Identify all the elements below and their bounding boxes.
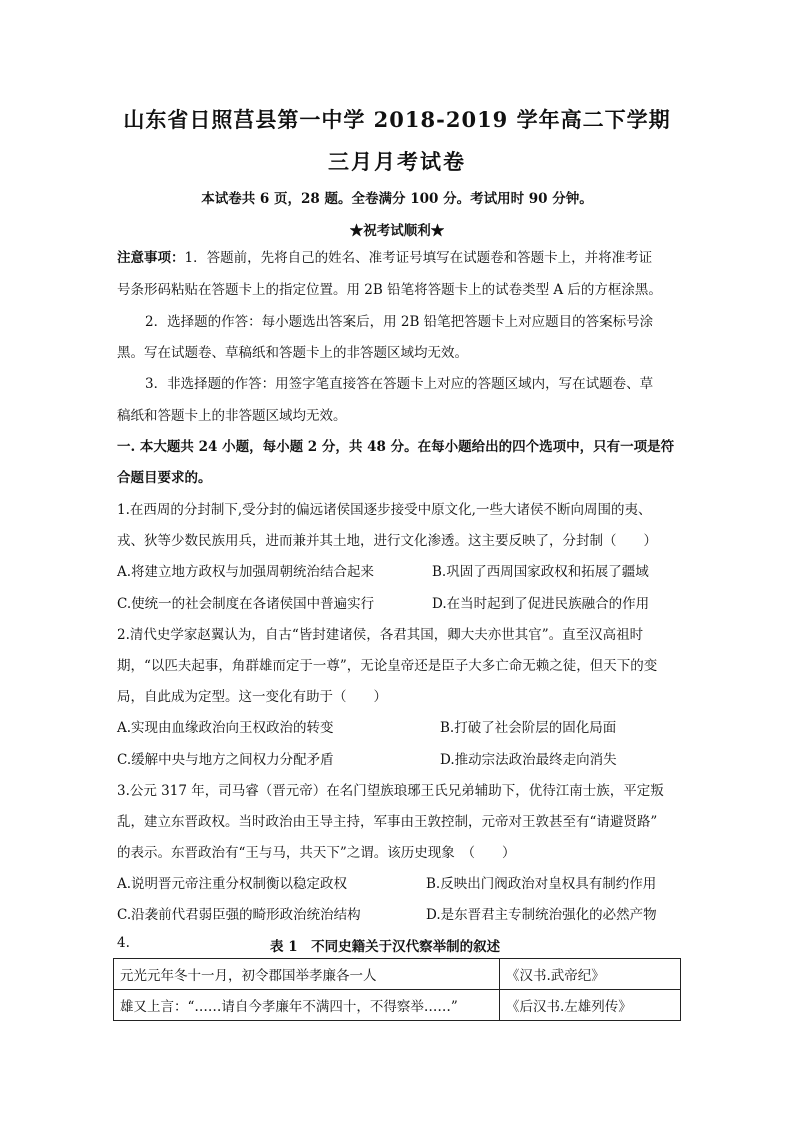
table-row (114, 990, 681, 1021)
q2-stem-line-c: 局，自此成为定型。这一变化有助于（ ） (117, 689, 387, 705)
table-row (114, 959, 681, 990)
table-cell-text: 雄又上言：“……请自今孝廉年不满四十，不得察举……” (114, 990, 500, 1021)
q1-option-b: B.巩固了西周国家政权和拓展了疆域 (432, 564, 649, 580)
q4-table (113, 958, 681, 1021)
note-2-line-b: 黑。写在试题卷、草稿纸和答题卡上的非答题区域均无效。 (117, 345, 468, 361)
note-1-line-b: 号条形码粘贴在答题卡上的指定位置。用 2B 铅笔将答题卡上的试卷类型 A 后的方框涂黑。 (117, 282, 662, 298)
notes-lead: 注意事项： (117, 250, 185, 266)
q1-stem-line-b: 戎、狄等少数民族用兵，进而兼并其土地，进行文化渗透。这主要反映了，分封制（ ） (117, 533, 657, 549)
good-luck-line: ★祝考试顺利★ (349, 223, 445, 239)
note-1-text: 1．答题前，先将自己的姓名、准考证号填写在试题卷和答题卡上，并将准考证 (184, 250, 653, 266)
exam-title-line2: 三月月考试卷 (328, 149, 466, 174)
q3-option-b: B.反映出门阀政治对皇权具有制约作用 (426, 876, 657, 892)
table-cell-source: 《汉书.武帝纪》 (500, 959, 681, 990)
q3-option-a: A.说明晋元帝注重分权制衡以稳定政权 (117, 876, 348, 892)
q1-option-c: C.使统一的社会制度在各诸侯国中普遍实行 (117, 596, 375, 612)
q2-option-d: D.推动宗法政治最终走向消失 (440, 752, 617, 768)
q1-option-a: A.将建立地方政权与加强周朝统治结合起来 (117, 564, 375, 580)
q3-stem-line-a: 3.公元 317 年，司马睿（晋元帝）在名门望族琅琊王氏兄弟辅助下，优待江南士族，平定叛 (117, 783, 664, 799)
section-heading-line-a: 一. 本大题共 24 小题，每小题 2 分，共 48 分。在每小题给出的四个选项中，只有一项是符 (117, 439, 675, 455)
note-2-line-a: 2．选择题的作答：每小题选出答案后，用 2B 铅笔把答题卡上对应题目的答案标号涂 (145, 314, 654, 330)
q1-stem-line-a: 1.在西周的分封制下,受分封的偏远诸侯国逐步接受中原文化,一些大诸侯不断向周围的夷、 (117, 502, 652, 518)
q2-stem-line-b: 期，“以匹夫起事，角群雄而定于一尊”，无论皇帝还是臣子大多亡命无赖之徒，但天下的变 (117, 658, 658, 674)
q4-number: 4. (117, 935, 130, 951)
q2-option-c: C.缓解中央与地方之间权力分配矛盾 (117, 752, 334, 768)
note-1-line-a (117, 249, 677, 267)
table-cell-text: 元光元年冬十一月，初令郡国举孝廉各一人 (114, 959, 500, 990)
q3-option-d: D.是东晋君主专制统治强化的必然产物 (426, 907, 657, 923)
q1-option-d: D.在当时起到了促进民族融合的作用 (432, 596, 650, 612)
exam-title-line1: 山东省日照莒县第一中学 2018-2019 学年高二下学期 (123, 107, 671, 132)
q2-stem-line-a: 2.清代史学家赵翼认为，自古“皆封建诸侯，各君其国，卿大夫亦世其官”。直至汉高祖时 (117, 627, 644, 643)
q4-table-caption: 表 1 不同史籍关于汉代察举制的叙述 (270, 939, 501, 955)
q2-option-b: B.打破了社会阶层的固化局面 (440, 720, 617, 736)
note-3-line-b: 稿纸和答题卡上的非答题区域均无效。 (117, 408, 347, 424)
table-cell-source: 《后汉书.左雄列传》 (500, 990, 681, 1021)
note-3-line-a: 3．非选择题的作答：用签字笔直接答在答题卡上对应的答题区域内，写在试题卷、草 (145, 376, 654, 392)
exam-info: 本试卷共 6 页，28 题。全卷满分 100 分。考试用时 90 分钟。 (201, 191, 593, 207)
q3-option-c: C.沿袭前代君弱臣强的畸形政治统治结构 (117, 907, 361, 923)
q3-stem-line-b: 乱，建立东晋政权。当时政治由王导主持，军事由王敦控制，元帝对王敦甚至有“请避贤路” (117, 814, 658, 830)
section-heading-line-b: 合题目要求的。 (117, 470, 212, 486)
q2-option-a: A.实现由血缘政治向王权政治的转变 (117, 720, 334, 736)
q3-stem-line-c: 的表示。东晋政治有“王与马，共天下”之谓。该历史现象 （ ） (117, 845, 516, 861)
